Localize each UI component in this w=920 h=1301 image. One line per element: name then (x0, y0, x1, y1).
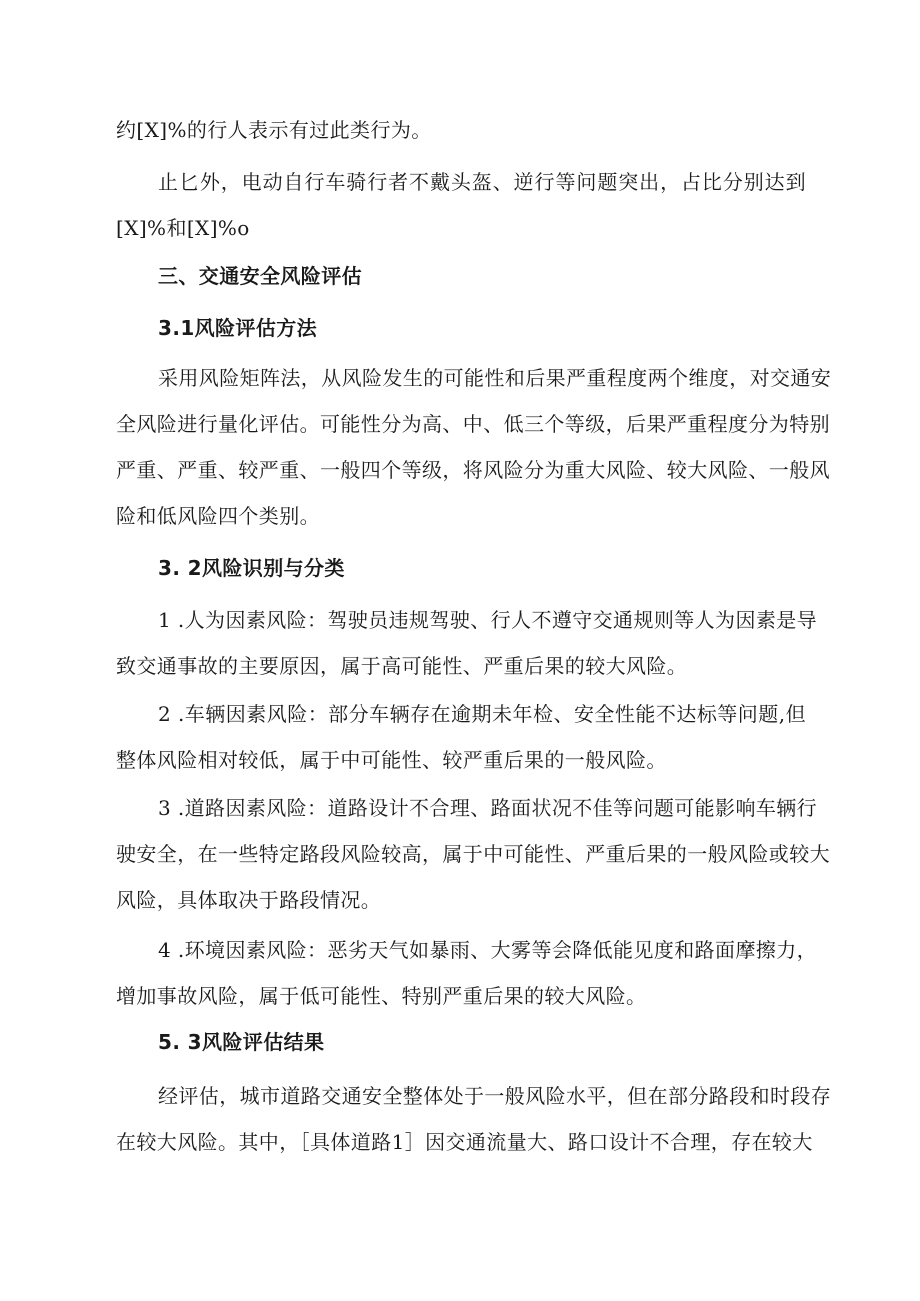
heading-text: 三、交通安全风险评估 (158, 264, 362, 288)
text-line: 采用风险矩阵法，从风险发生的可能性和后果严重程度两个维度，对交通安 (158, 366, 832, 390)
text-line: 致交通事故的主要原因，属于高可能性、严重后果的较大风险。 (116, 654, 688, 678)
section-heading-risk-assessment (116, 253, 848, 299)
text-line: 严重、严重、较严重、一般四个等级，将风险分为重大风险、较大风险、一般风 (116, 458, 830, 482)
subsection-heading-3-3 (116, 1019, 848, 1065)
text-line: 驶安全，在一些特定路段风险较高，属于中可能性、严重后果的一般风险或较大 (116, 842, 830, 866)
text-line: 增加事故风险，属于低可能性、特别严重后果的较大风险。 (116, 984, 647, 1008)
text-line: 1 .人为因素风险：驾驶员违规驾驶、行人不遵守交通规则等人为因素是导 (158, 608, 818, 632)
text-line: 经评估，城市道路交通安全整体处于一般风险水平，但在部分路段和时段存 (158, 1084, 832, 1108)
text-line: 全风险进行量化评估。可能性分为高、中、低三个等级，后果严重程度分为特别 (116, 412, 830, 436)
list-item-human-factors (116, 597, 818, 689)
text-line: 风险，具体取决于路段情况。 (116, 888, 382, 912)
list-item-vehicle-factors (116, 691, 806, 783)
paragraph-ebike-issues (116, 159, 806, 251)
heading-text: 5. 3风险评估结果 (158, 1030, 325, 1054)
paragraph-risk-matrix-method (116, 355, 832, 539)
text-line: 4 .环境因素风险：恶劣天气如暴雨、大雾等会降低能见度和路面摩擦力， (158, 938, 818, 962)
text-line: 3 .道路因素风险：道路设计不合理、路面状况不佳等问题可能影响车辆行 (158, 796, 818, 820)
text-line: 在较大风险。其中，［具体道路1］因交通流量大、路口设计不合理，存在较大 (116, 1130, 813, 1154)
text-line: 整体风险相对较低，属于中可能性、较严重后果的一般风险。 (116, 748, 667, 772)
heading-text: 3. 2风险识别与分类 (158, 556, 345, 580)
heading-text: 3.1风险评估方法 (158, 316, 318, 340)
list-item-environment-factors (116, 927, 818, 1019)
text-line: [X]%和[X]%o (116, 216, 250, 240)
text-line: 险和低风险四个类别。 (116, 504, 320, 528)
text-line: 2 .车辆因素风险：部分车辆存在逾期未年检、安全性能不达标等问题,但 (158, 702, 806, 726)
paragraph-assessment-results (116, 1073, 832, 1165)
list-item-road-factors (116, 785, 830, 923)
text-line: 约[X]%的行人表示有过此类行为。 (116, 118, 432, 142)
text-line: 止匕外，电动自行车骑行者不戴头盔、逆行等问题突出，占比分别达到 (158, 170, 806, 194)
subsection-heading-3-2 (116, 545, 848, 591)
paragraph-pedestrian-behavior (116, 107, 806, 153)
subsection-heading-3-1 (116, 305, 848, 351)
